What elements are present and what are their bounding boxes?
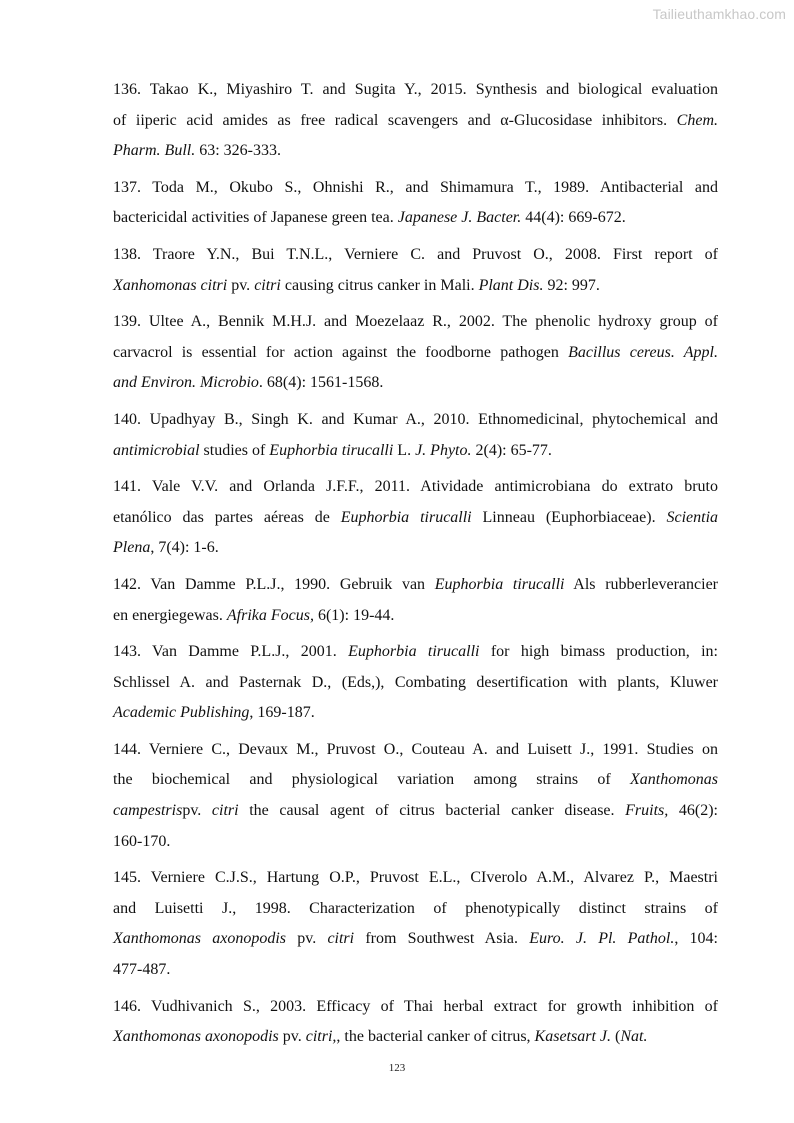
text: 143. Van Damme P.L.J., 2001. [113,643,349,661]
text: 142. Van Damme P.L.J., 1990. Gebruik van [113,575,435,593]
reference-entry-139 [113,307,718,399]
reference-line [113,136,718,167]
reference-entry-144 [113,735,718,857]
reference-line [113,601,718,632]
italic-text: Euphorbia tirucalli [269,441,394,459]
reference-line [113,570,718,601]
text: pv. [286,930,328,948]
italic-text: J. Phyto. [415,441,472,459]
text: L. [393,441,416,459]
text: 138. Traore Y.N., Bui T.N.L., Verniere C. and Pruvost O., 2008. First report of [113,245,718,263]
italic-text: Xanthomonas [630,771,718,789]
reference-line [113,533,718,564]
reference-line [113,894,718,925]
italic-text: Euphorbia tirucalli [434,575,565,593]
italic-text: Xanhomonas citri [113,276,228,294]
reference-line [113,955,718,986]
text: bactericidal activities of Japanese green tea. [113,209,398,227]
text: 2(4): 65-77. [471,441,552,459]
reference-entry-145 [113,863,718,985]
text: the causal agent of citrus bacterial canker disease. [238,802,626,820]
italic-text: campestris [113,802,183,820]
text: ( [611,1028,621,1046]
text: etanólico das partes aéreas de [113,508,341,526]
italic-text: Kasetsart J. [534,1028,611,1046]
reference-line [113,863,718,894]
reference-line [113,637,718,668]
italic-text: citri, [305,1028,337,1046]
reference-line [113,173,718,204]
reference-line [113,405,718,436]
reference-line [113,765,718,796]
reference-entry-141 [113,472,718,564]
reference-line [113,307,718,338]
text: , 104: [674,930,719,948]
italic-text: Xanthomonas axonopodis [113,930,287,948]
italic-text: Japanese J. Bacter. [397,209,522,227]
text: causing citrus canker in Mali. [280,276,479,294]
reference-line [113,992,718,1023]
italic-text: Xanthomonas axonopodis [113,1028,279,1046]
text: , 7(4): 1-6. [150,539,219,557]
italic-text: Plena [113,539,151,557]
reference-line [113,338,718,369]
text: pv. [278,1028,306,1046]
reference-entry-146 [113,992,718,1053]
reference-line [113,796,718,827]
text: 6(1): 19-44. [313,606,395,624]
text: 144. Verniere C., Devaux M., Pruvost O., Couteau A. and Luisett J., 1991. Studies on [113,740,718,758]
italic-text: Euphorbia tirucalli [348,643,480,661]
text: 139. Ultee A., Bennik M.H.J. and Moezelaaz R., 2002. The phenolic hydroxy group of [113,313,718,331]
italic-text: antimicrobial [113,441,200,459]
italic-text: Euro. J. Pl. Pathol. [529,930,675,948]
text: 46(2): [668,802,719,820]
text: 160-170. [113,832,171,850]
reference-line [113,698,718,729]
reference-line [113,735,718,766]
text: 140. Upadhyay B., Singh K. and Kumar A., 2010. Ethnomedicinal, phytochemical and [113,410,718,428]
italic-text: Bacillus cereus. Appl. [568,343,719,361]
reference-line [113,668,718,699]
reference-line [113,1022,718,1053]
text: studies of [199,441,270,459]
text: 137. Toda M., Okubo S., Ohnishi R., and Shimamura T., 1989. Antibacterial and [113,178,718,196]
reference-line [113,271,718,302]
reference-line [113,203,718,234]
reference-line [113,368,718,399]
reference-line [113,472,718,503]
reference-entry-143 [113,637,718,729]
text: Schlissel A. and Pasternak D., (Eds,), Combating desertification with plants, Kluwer [113,673,718,691]
text: en energiegewas. [113,606,227,624]
italic-text: Chem. [676,111,718,129]
text: for high bimass production, in: [479,643,718,661]
page-number: 123 [388,1062,406,1074]
text: 136. Takao K., Miyashiro T. and Sugita Y., 2015. Synthesis and biological evaluation [113,81,718,98]
italic-text: Plant Dis. [478,276,544,294]
italic-text: citri [327,930,355,948]
reference-line [113,924,718,955]
italic-text: Fruits, [625,802,669,820]
reference-entry-140 [113,405,718,466]
reference-line [113,503,718,534]
text: of iiperic acid amides as free radical scavengers and α-Glucosidase inhibitors. [113,111,677,129]
text: 141. Vale V.V. and Orlanda J.F.F., 2011. Atividade antimicrobiana do extrato bruto [113,478,718,496]
italic-text: and Environ. Microbio [113,374,259,392]
text: Als rubberleverancier [564,575,719,593]
text: 477-487. [113,961,171,979]
reference-line [113,106,718,137]
text: . 68(4): 1561-1568. [258,374,384,392]
italic-text: Pharm. Bull. [113,142,196,160]
text: the biochemical and physiological variation among strains of [113,771,630,789]
text: 44(4): 669-672. [521,209,626,227]
text: pv. [227,276,255,294]
reference-line [113,436,718,467]
reference-list [113,75,718,1059]
reference-entry-136 [113,75,718,167]
reference-line [113,75,718,106]
reference-entry-142 [113,570,718,631]
text: from Southwest Asia. [354,930,530,948]
italic-text: Nat. [620,1028,648,1046]
text: , 169-187. [249,704,315,722]
text: and Luisetti J., 1998. Characterization of phenotypically distinct strains of [113,899,718,917]
italic-text: Academic Publishing [113,704,250,722]
text: 145. Verniere C.J.S., Hartung O.P., Pruvost E.L., CIverolo A.M., Alvarez P., Maestri [113,869,718,887]
italic-text: Euphorbia tirucalli [340,508,472,526]
text: Linneau (Euphorbiaceae). [471,508,667,526]
italic-text: citri [254,276,281,294]
reference-line [113,240,718,271]
reference-line [113,827,718,858]
reference-entry-138 [113,240,718,301]
italic-text: Scientia [666,508,719,526]
text: 146. Vudhivanich S., 2003. Efficacy of Thai herbal extract for growth inhibition of [113,997,718,1015]
text: carvacrol is essential for action against the foodborne pathogen [113,343,569,361]
text: pv. [182,802,212,820]
text: 63: 326-333. [195,142,281,160]
reference-entry-137 [113,173,718,234]
watermark: Tailieuthamkhao.com [652,6,786,22]
text: , the bacterial canker of citrus, [336,1028,535,1046]
italic-text: citri [211,802,239,820]
italic-text: Afrika Focus, [226,606,314,624]
text: 92: 997. [543,276,600,294]
